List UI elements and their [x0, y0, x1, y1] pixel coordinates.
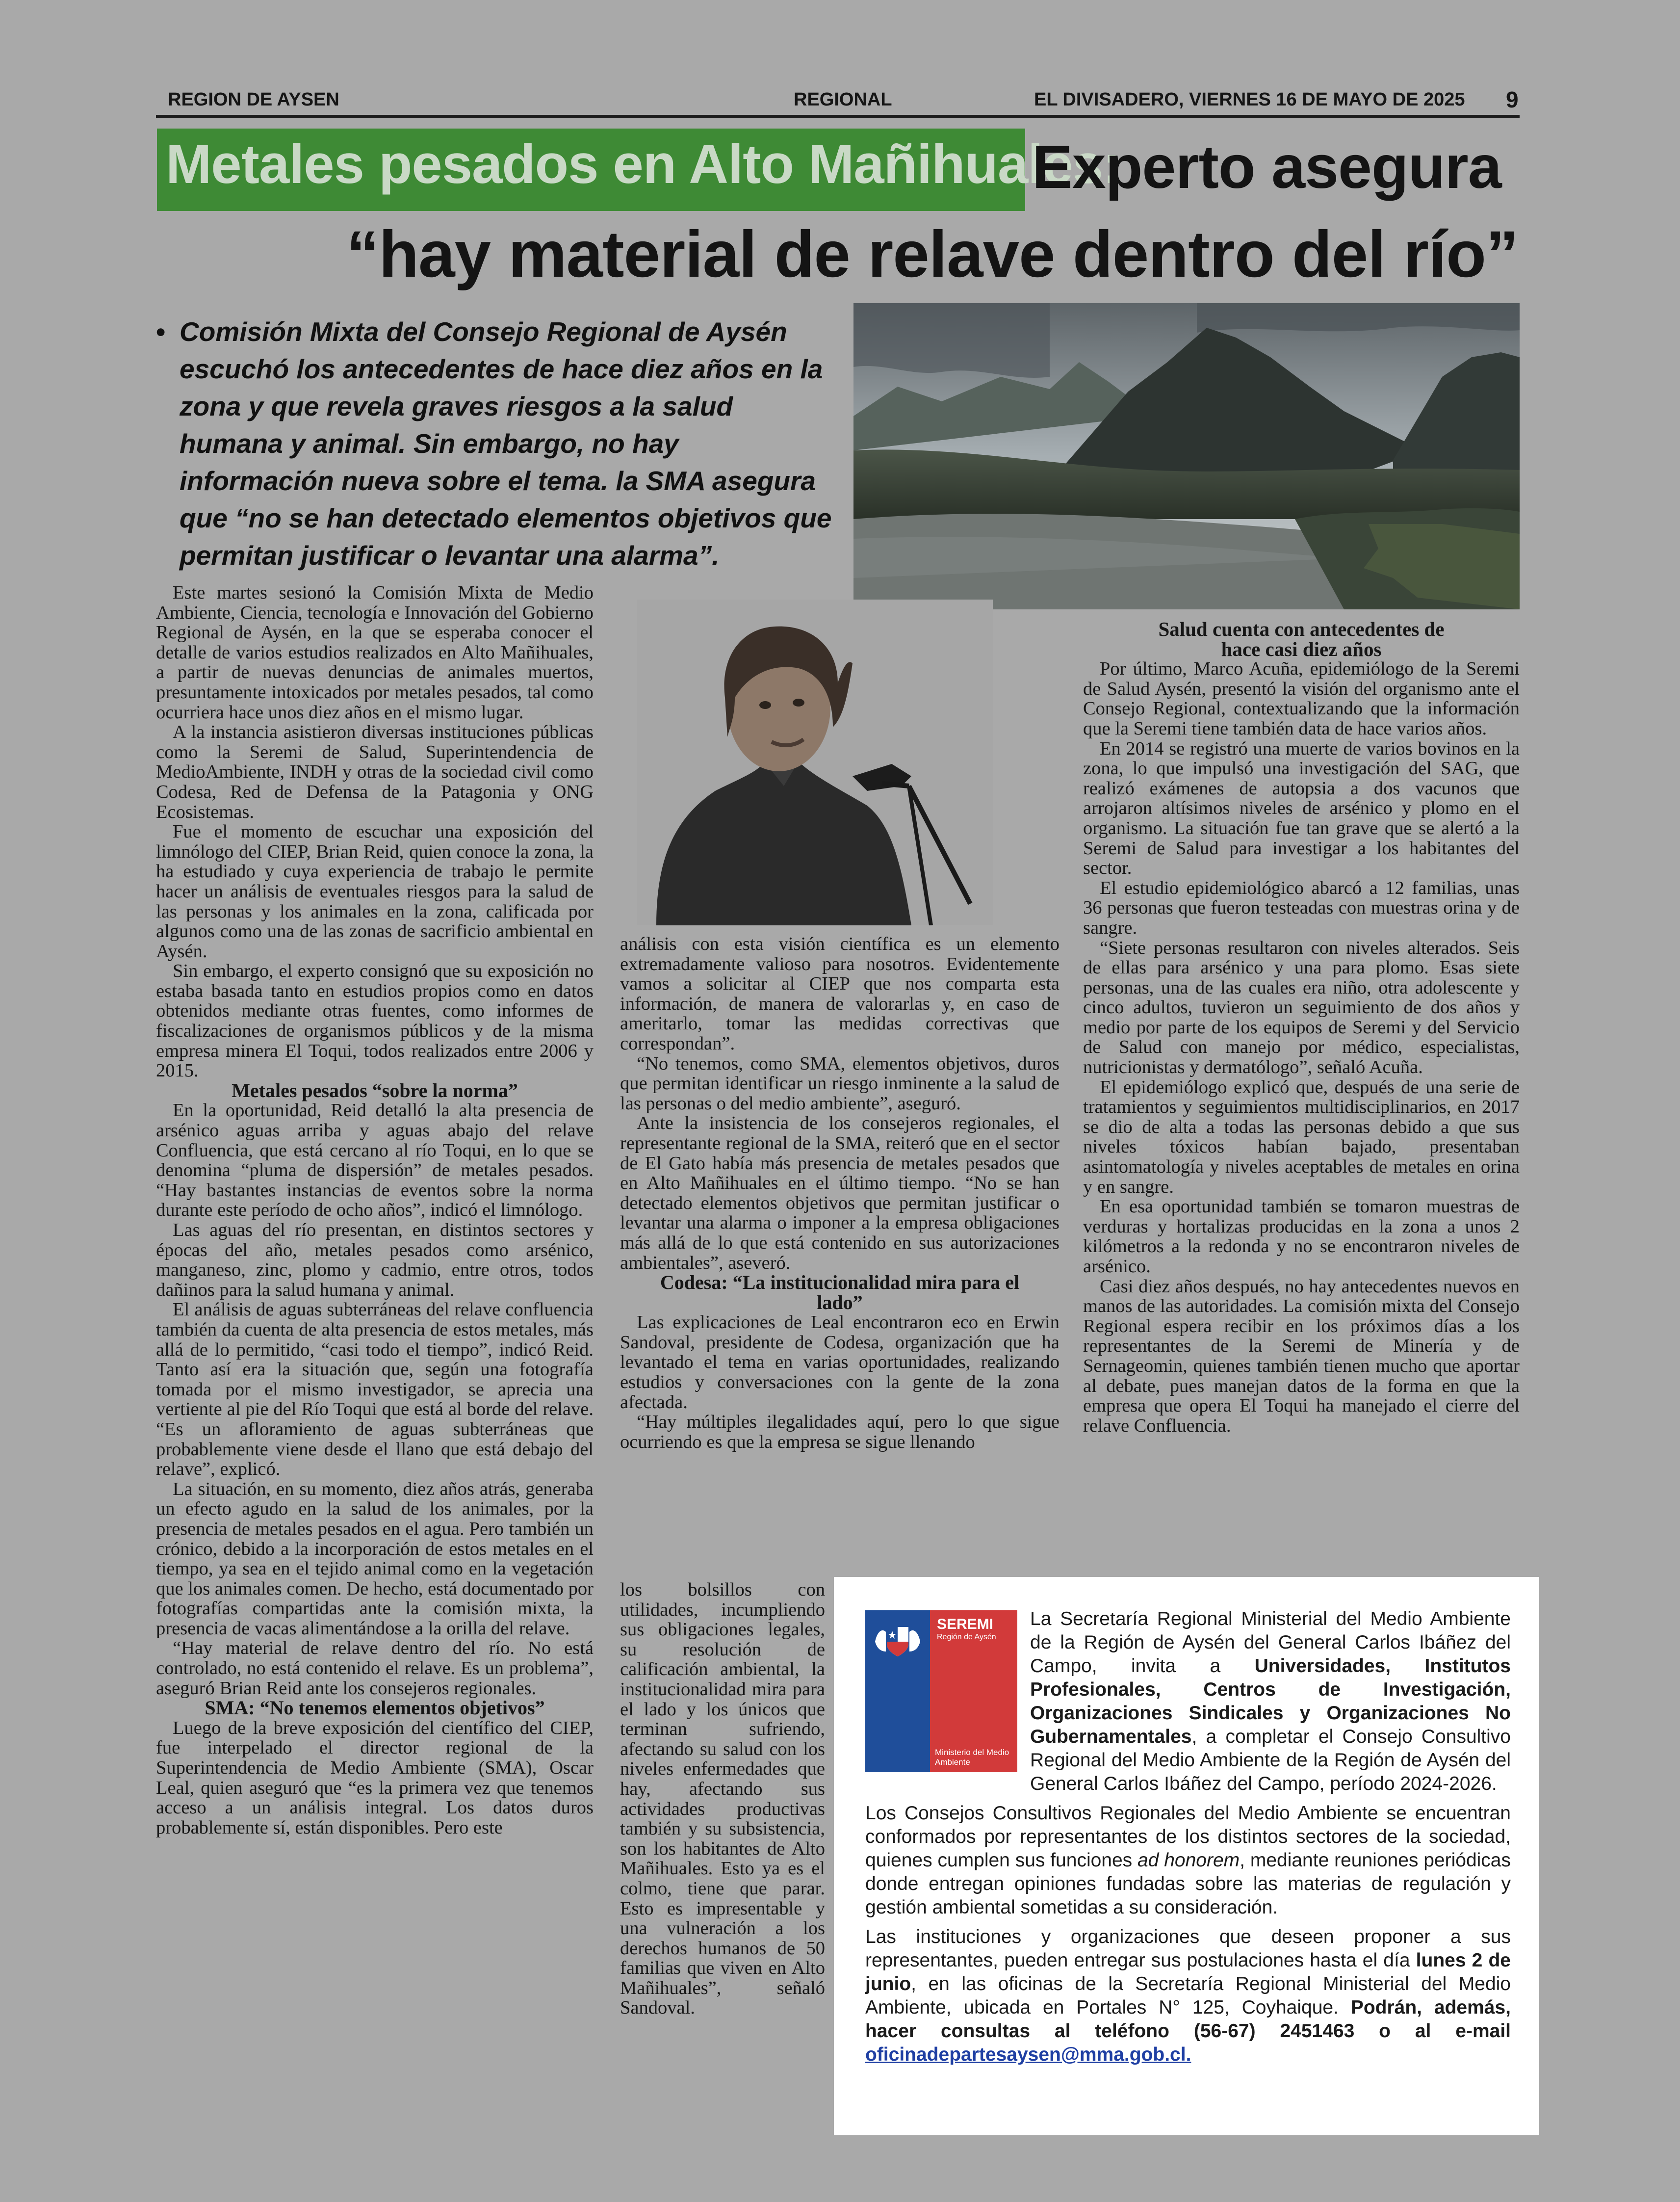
logo-spacer — [865, 1607, 1030, 1777]
masthead — [156, 87, 1520, 118]
ad-target-groups: Universidades, Institutos Profesionales, Centros de Investigación, Organizaciones Sindicales y Organizaciones No Gubernamentales — [1030, 1655, 1511, 1747]
article-paragraph: Casi diez años después, no hay antecedentes nuevos en manos de las autoridades. La comisión mixta del Consejo Regional espera recibir en los próximos días a los representantes de la Seremi de Minería y de Sernageomin, quienes también tienen mucho que aportar al debate, pues manejan datos de la forma en que la empresa que opera El Toqui ha manejado el cierre del relave Confluencia. — [1083, 1276, 1520, 1436]
article-paragraph: análisis con esta visión científica es un elemento extremadamente valioso para nosotros. Evidentemente vamos a solicitar al CIEP que nos comparta esta información, de manera de valorarlas y, en caso de ameritarlo, tomar las medidas correctivas que correspondan”. — [620, 934, 1060, 1054]
ad-text: Las instituciones y organizaciones que deseen proponer a sus representantes, pueden entregar sus postulaciones hasta el día — [865, 1926, 1511, 1971]
lead-bullet: • — [156, 316, 166, 347]
article-paragraph: El análisis de aguas subterráneas del relave confluencia también da cuenta de alta presencia de estos metales, más allá de lo permitido, “casi todo el tiempo”, indicó Reid. Tanto así era la situación que, según una fotografía tomada por el mismo investigador, se aprecia una vertiente al pie del Río Toqui que está al borde del relave. “Es un afloramiento de aguas subterráneas que probablemente viene desde el llano que está debajo del relave”, explicó. — [156, 1299, 594, 1480]
article-paragraph: “Hay material de relave dentro del río. No está controlado, no está contenido el relave. Es un problema”, aseguró Brian Reid ante los consejeros regionales. — [156, 1638, 594, 1699]
speaker-photo-image — [637, 600, 993, 925]
ad-text: Los Consejos Consultivos Regionales del Medio Ambiente se encuentran conformados por representantes de los distintos sectores de la sociedad, quienes cumplen sus funciones — [865, 1803, 1511, 1871]
speaker-photo — [637, 600, 993, 925]
article-column-1 — [156, 583, 594, 1837]
article-paragraph: En la oportunidad, Reid detalló la alta presencia de arsénico aguas arriba y aguas abajo del relave Confluencia, que está cercano al río Toqui, en lo que se denomina “pluma de dispersión” de metales pesados. “Hay bastantes instancias de eventos sobre la norma durante este período de ocho años”, indicó el limnólogo. — [156, 1100, 594, 1221]
article-column-2 — [620, 934, 1060, 1452]
article-paragraph: En 2014 se registró una muerte de varios bovinos en la zona, lo que impulsó una investigación del SAG, que realizó exámenes de autopsia a dos vacunos que arrojaron altísimos niveles de arsénico y plomo en el organismo. La situación fue tan grave que se alertó a la Seremi de Salud para investigar a los habitantes del sector. — [1083, 738, 1520, 879]
ad-contact-text: Podrán, además, hacer consultas al teléfono (56-67) 2451463 o al e-mail — [865, 1997, 1511, 2042]
ad-paragraph-3 — [865, 1925, 1511, 2067]
article-paragraph: Este martes sesionó la Comisión Mixta de Medio Ambiente, Ciencia, tecnología e Innovación del Gobierno Regional de Aysén, en la que se esperaba conocer el detalle de varios estudios realizados en Alto Mañihuales, a partir de nuevas denuncias de animales muertos, presuntamente intoxicados por metales pesados, tal como ocurriera hace unos diez años en el mismo lugar. — [156, 582, 594, 723]
article-paragraph: “Hay múltiples ilegalidades aquí, pero lo que sigue ocurriendo es que la empresa se sigue llenando — [620, 1412, 1060, 1452]
issue-date: EL DIVISADERO, VIERNES 16 DE MAYO DE 2025 — [1034, 89, 1465, 110]
ad-text: La Secretaría Regional Ministerial del Medio Ambiente de la Región de Aysén del General Carlos Ibáñez del Campo, invita a — [1030, 1608, 1511, 1677]
ad-ad-honorem: ad honorem — [1137, 1850, 1240, 1871]
article-column-3 — [1083, 619, 1520, 1436]
headline-main: Experto asegura — [1032, 133, 1501, 201]
article-paragraph: La situación, en su momento, diez años atrás, generaba un efecto agudo en la salud de los animales, por la presencia de metales pesados en el agua. Pero también un crónico, debido a la incorporación de estos metales en el tiempo, ya sea en el tejido animal como en la vegetación que los animales comen. De hecho, está documentado por fotografías compartidas ante la comisión mixta, la presencia de vacas alimentándose a la orilla del relave. — [156, 1478, 594, 1639]
article-paragraph: los bolsillos con utilidades, incumpliendo sus obligaciones legales, su resolución de calificación ambiental, la institucionalidad mira para el lado y los únicos que terminan sufriendo, afectando su salud con los niveles enfermedades que hay, afectando sus actividades productivas también y su subsistencia, son los habitantes de Alto Mañihuales. Esto ya es el colmo, tiene que parar. Esto es impresentable y una vulneración a los derechos humanos de 50 familias que viven en Alto Mañihuales”, señaló Sandoval. — [620, 1579, 825, 2018]
ad-paragraph-2 — [865, 1802, 1511, 1919]
section-label: REGION DE AYSEN — [168, 89, 339, 110]
subheading-metales: Metales pesados “sobre la norma” — [232, 1079, 518, 1101]
logo-seremi-text: SEREMI — [937, 1616, 994, 1632]
article-paragraph: A la instancia asistieron diversas instituciones públicas como la Seremi de Salud, Superintendencia de MedioAmbiente, INDH y otras de la sociedad civil como Codesa, Red de Defensa de la Patagonia y ONG Ecosistemas. — [156, 722, 594, 822]
lead-text: Comisión Mixta del Consejo Regional de Aysén escuchó los antecedentes de hace diez años en la zona y que revela graves riesgos a la salud humana y animal. Sin embargo, no hay información nueva sobre el tema. la SMA asegura que “no se han detectado elementos objetivos que permitan justificar o levantar una alarma”. — [180, 316, 832, 571]
article-lead — [156, 313, 833, 574]
article-paragraph: Sin embargo, el experto consignó que su exposición no estaba basada tanto en estudios propios como en datos obtenidos mediante otras fuentes, como informes de fiscalizaciones de organismos públicos y de la misma empresa minera El Toqui, todos realizados entre 2006 y 2015. — [156, 961, 594, 1081]
article-paragraph: “No tenemos, como SMA, elementos objetivos, duros que permitan identificar un riesgo inminente a la salud de las personas o del medio ambiente”, aseguró. — [620, 1053, 1060, 1114]
logo-region-text: Región de Aysén — [937, 1633, 996, 1641]
article-paragraph: Las aguas del río presentan, en distintos sectores y épocas del año, metales pesados como arsénico, manganeso, zinc, plomo y cadmio, entre otros, todos dañinos para la salud humana y animal. — [156, 1220, 594, 1300]
article-paragraph: Por último, Marco Acuña, epidemiólogo de la Seremi de Salud Aysén, presentó la visión del organismo ante el Consejo Regional, contextualizando que la información que la Seremi tiene también data de hace varios años. — [1083, 658, 1520, 739]
article-paragraph: Ante la insistencia de los consejeros regionales, el representante regional de la SMA, reiteró que en el sector de El Gato había más presencia de metales pesados que en Alto Mañihuales en el último tiempo. “No se han detectado elementos objetivos que permitan justificar o levantar una alarma o imponer a la empresa obligaciones más allá de lo que está contenido en sus autorizaciones ambientales”, aseveró. — [620, 1113, 1060, 1273]
article-paragraph: El estudio epidemiológico abarcó a 12 familias, unas 36 personas que fueron testeadas con muestras orina y de sangre. — [1083, 877, 1520, 938]
subheading-salud: Salud cuenta con antecedentes de hace casi diez años — [1158, 618, 1445, 660]
article-paragraph: En esa oportunidad también se tomaron muestras de verduras y hortalizas producidas en la zona a unos 2 kilómetros a la redonda y no se encontraron niveles de arsénico. — [1083, 1196, 1520, 1277]
subheading-codesa: Codesa: “La institucionalidad mira para el lado” — [660, 1271, 1020, 1313]
page-number: 9 — [1506, 87, 1519, 112]
logo-ministry-text: Ministerio del Medio Ambiente — [935, 1748, 1009, 1767]
seremi-advertisement — [834, 1577, 1539, 2135]
subheading-sma: SMA: “No tenemos elementos objetivos” — [205, 1697, 545, 1719]
ad-text: , a completar el Consejo Consultivo Regional del Medio Ambiente de la Región de Aysén del General Carlos Ibáñez del Campo, período 2024-2026. — [1030, 1726, 1511, 1794]
article-paragraph: Luego de la breve exposición del científico del CIEP, fue interpelado el director regional de la Superintendencia de Medio Ambiente (SMA), Oscar Leal, quien aseguró que “es la primera vez que tenemos acceso a un análisis integral. Los datos duros probablemente sí, están disponibles. Pero este — [156, 1717, 594, 1838]
article-paragraph: “Siete personas resultaron con niveles alterados. Seis de ellas para arsénico y una para plomo. Esas siete personas, una de las cuales era niño, otra adolescente y cinco adultos, tuvieron un seguimiento de dos años y medio por parte de los equipos de Seremi y del Servicio de Salud con manejo por médico, especialistas, nutricionistas y dermatólogo”, señaló Acuña. — [1083, 937, 1520, 1078]
article-paragraph: Las explicaciones de Leal encontraron eco en Erwin Sandoval, presidente de Codesa, organización que ha levantado el tema en varias oportunidades, realizando estudios y conversaciones con la gente de la zona afectada. — [620, 1312, 1060, 1413]
advertisement-body — [865, 1607, 1511, 2072]
landscape-photo-image — [853, 303, 1520, 609]
headline-quote: “hay material de relave dentro del río” — [346, 218, 1518, 291]
article-column-2-continued — [620, 1580, 825, 2018]
landscape-photo — [853, 303, 1520, 609]
section-category: REGIONAL — [794, 89, 892, 110]
article-paragraph: Fue el momento de escuchar una exposición del limnólogo del CIEP, Brian Reid, quien conoce la zona, la ha estudiado y cuya experiencia de trabajo le permite hacer un análisis de eventuales riesgos para la salud de las personas y los animales en la zona, calificada por algunos como una de las zonas de sacrificio ambiental en Aysén. — [156, 821, 594, 962]
ad-deadline: lunes 2 de junio — [865, 1950, 1511, 1994]
headline-kicker: Metales pesados en Alto Mañihuales: — [166, 133, 1121, 195]
ad-text: , mediante reuniones periódicas donde entregan opiniones fundadas sobre las materias de regulación y gestión ambiental sometidas a su consideración. — [865, 1850, 1511, 1918]
article-paragraph: El epidemiólogo explicó que, después de una serie de tratamientos y seguimientos multidisciplinarios, en 2017 se dio de alta a todas las personas debido a que sus niveles tóxicos habían bajado, presentaban asintomatología y niveles aceptables de metales en orina y en sangre. — [1083, 1076, 1520, 1197]
ad-email-link[interactable]: oficinadepartesaysen@mma.gob.cl. — [865, 2044, 1191, 2065]
ad-text: , en las oficinas de la Secretaría Regional Ministerial del Medio Ambiente, ubicada en Portales N° 125, Coyhaique. — [865, 1973, 1511, 2018]
